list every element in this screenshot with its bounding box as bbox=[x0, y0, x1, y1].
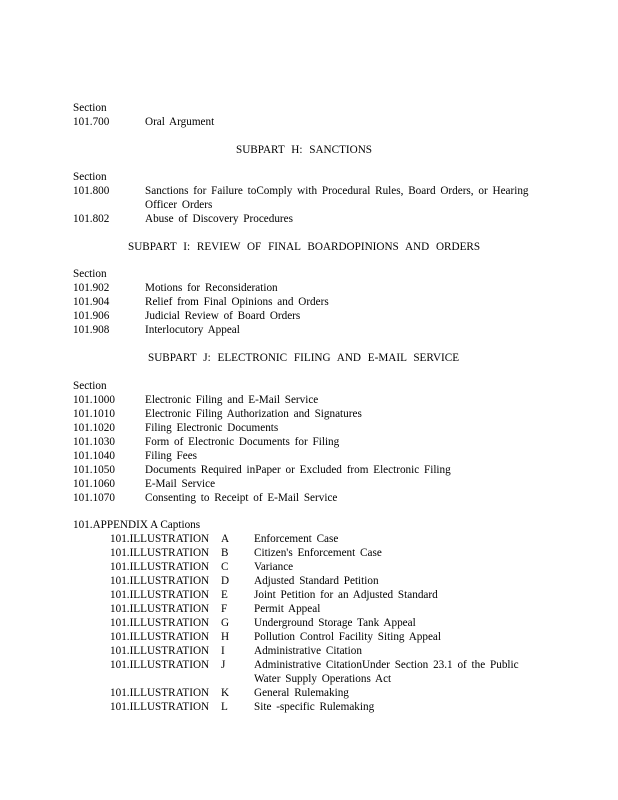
illustration-letter: I bbox=[221, 645, 225, 657]
illustration-title: Administrative Citation bbox=[254, 645, 362, 657]
section-title: Electronic Filing and E-Mail Service bbox=[145, 394, 319, 406]
illustration-number: 101.ILLUSTRATION bbox=[110, 589, 210, 601]
section-number: 101.1020 bbox=[73, 422, 115, 434]
section-title: Filing Fees bbox=[145, 450, 198, 462]
section-title: Interlocutory Appeal bbox=[145, 324, 240, 336]
section-number: 101.1070 bbox=[73, 492, 115, 504]
illustration-number: 101.ILLUSTRATION bbox=[110, 659, 210, 671]
section-title: Sanctions for Failure toComply with Procedural Rules, Board Orders, or Hearing Officer Orders bbox=[145, 185, 529, 211]
illustration-number: 101.ILLUSTRATION bbox=[110, 547, 210, 559]
section-number: 101.906 bbox=[73, 310, 110, 322]
illustration-number: 101.ILLUSTRATION bbox=[110, 533, 210, 545]
illustration-title: Enforcement Case bbox=[254, 533, 339, 545]
section-number: 101.800 bbox=[73, 185, 110, 197]
illustration-title: Joint Petition for an Adjusted Standard bbox=[254, 589, 438, 601]
section-number: 101.1000 bbox=[73, 394, 115, 406]
illustration-number: 101.ILLUSTRATION bbox=[110, 631, 210, 643]
section-title: E-Mail Service bbox=[145, 478, 216, 490]
section-title: Relief from Final Opinions and Orders bbox=[145, 296, 329, 308]
illustration-letter: G bbox=[221, 617, 230, 629]
section-number: 101.700 bbox=[73, 116, 110, 128]
illustration-title: Administrative CitationUnder Section 23.1 of the Public Water Supply Operations Act bbox=[254, 659, 519, 685]
subpart-h-heading: SUBPART H: SANCTIONS bbox=[236, 144, 373, 156]
illustration-number: 101.ILLUSTRATION bbox=[110, 575, 210, 587]
section-number: 101.1050 bbox=[73, 464, 115, 476]
section-title: Consenting to Receipt of E-Mail Service bbox=[145, 492, 338, 504]
section-label: Section bbox=[73, 171, 107, 183]
illustration-number: 101.ILLUSTRATION bbox=[110, 603, 210, 615]
illustration-letter: F bbox=[221, 603, 228, 615]
illustration-letter: C bbox=[221, 561, 229, 573]
illustration-title: Citizen's Enforcement Case bbox=[254, 547, 382, 559]
section-number: 101.904 bbox=[73, 296, 110, 308]
subpart-i-heading: SUBPART I: REVIEW OF FINAL BOARDOPINIONS AND ORDERS bbox=[128, 241, 481, 253]
illustration-title: Underground Storage Tank Appeal bbox=[254, 617, 416, 629]
section-title: Abuse of Discovery Procedures bbox=[145, 213, 293, 225]
illustration-title: Pollution Control Facility Siting Appeal bbox=[254, 631, 442, 643]
section-number: 101.902 bbox=[73, 282, 110, 294]
section-number: 101.908 bbox=[73, 324, 110, 336]
appendix-heading: 101.APPENDIX A Captions bbox=[73, 519, 201, 531]
illustration-title: Site -specific Rulemaking bbox=[254, 701, 375, 713]
illustration-number: 101.ILLUSTRATION bbox=[110, 645, 210, 657]
section-label: Section bbox=[73, 102, 107, 114]
section-title: Documents Required inPaper or Excluded from Electronic Filing bbox=[145, 464, 451, 476]
section-title: Judicial Review of Board Orders bbox=[145, 310, 301, 322]
section-number: 101.1060 bbox=[73, 478, 115, 490]
section-label: Section bbox=[73, 380, 107, 392]
subpart-j-heading: SUBPART J: ELECTRONIC FILING AND E-MAIL SERVICE bbox=[148, 352, 460, 364]
section-label: Section bbox=[73, 268, 107, 280]
illustration-number: 101.ILLUSTRATION bbox=[110, 701, 210, 713]
illustration-letter: K bbox=[221, 687, 230, 699]
illustration-number: 101.ILLUSTRATION bbox=[110, 617, 210, 629]
illustration-title: General Rulemaking bbox=[254, 687, 349, 699]
section-title: Oral Argument bbox=[145, 116, 215, 128]
illustration-letter: H bbox=[221, 631, 230, 643]
illustration-title: Adjusted Standard Petition bbox=[254, 575, 379, 587]
illustration-letter: B bbox=[221, 547, 229, 559]
illustration-number: 101.ILLUSTRATION bbox=[110, 561, 210, 573]
section-title: Electronic Filing Authorization and Signatures bbox=[145, 408, 362, 420]
section-title: Form of Electronic Documents for Filing bbox=[145, 436, 340, 448]
illustration-title: Variance bbox=[254, 561, 294, 573]
illustration-letter: A bbox=[221, 533, 230, 545]
section-title: Filing Electronic Documents bbox=[145, 422, 279, 434]
section-number: 101.1040 bbox=[73, 450, 115, 462]
illustration-letter: J bbox=[221, 659, 226, 671]
illustration-letter: E bbox=[221, 589, 228, 601]
section-number: 101.1010 bbox=[73, 408, 115, 420]
illustration-letter: L bbox=[221, 701, 228, 713]
illustration-letter: D bbox=[221, 575, 230, 587]
illustration-number: 101.ILLUSTRATION bbox=[110, 687, 210, 699]
section-number: 101.802 bbox=[73, 213, 110, 225]
section-title: Motions for Reconsideration bbox=[145, 282, 278, 294]
section-number: 101.1030 bbox=[73, 436, 115, 448]
illustration-title: Permit Appeal bbox=[254, 603, 321, 615]
